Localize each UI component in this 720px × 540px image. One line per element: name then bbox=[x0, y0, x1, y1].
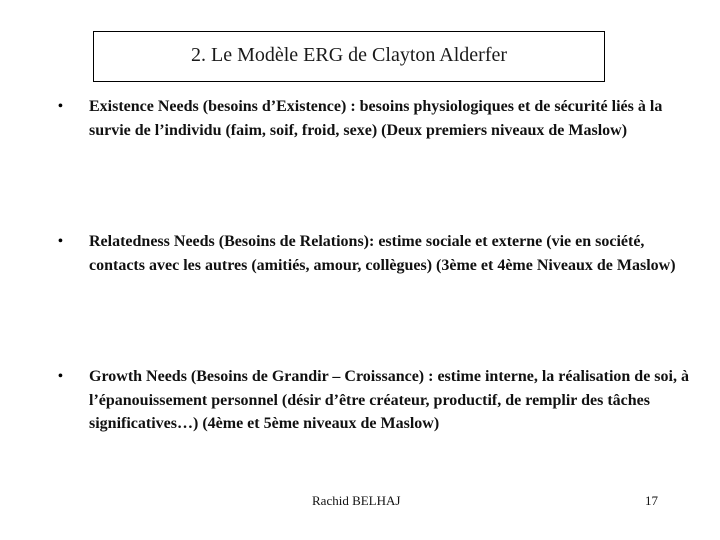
slide-title-box bbox=[93, 31, 605, 82]
bullet-marker: • bbox=[58, 234, 63, 249]
bullet-text-existence: Existence Needs (besoins d’Existence) : besoins physiologiques et de sécurité liés à la survie de l’individu (faim, soif, froid, sexe) (Deux premiers niveaux de Maslow) bbox=[89, 98, 663, 139]
bullet-text-growth: Growth Needs (Besoins de Grandir – Croissance) : estime interne, la réalisation de soi, à l’épanouissement personnel (désir d’être créateur, productif, de remplir des tâches significatives…) (4ème et 5ème niveaux de Maslow) bbox=[89, 368, 689, 432]
footer-author: Rachid BELHAJ bbox=[312, 493, 401, 508]
bullet-marker: • bbox=[58, 369, 63, 384]
slide-title: 2. Le Modèle ERG de Clayton Alderfer bbox=[190, 44, 508, 66]
bullet-text-relatedness: Relatedness Needs (Besoins de Relations): estime sociale et externe (vie en société, contacts avec les autres (amitiés, amour, collègues) (3ème et 4ème Niveaux de Maslow) bbox=[89, 233, 676, 274]
footer-page-number: 17 bbox=[645, 493, 658, 508]
bullet-marker: • bbox=[58, 99, 63, 114]
